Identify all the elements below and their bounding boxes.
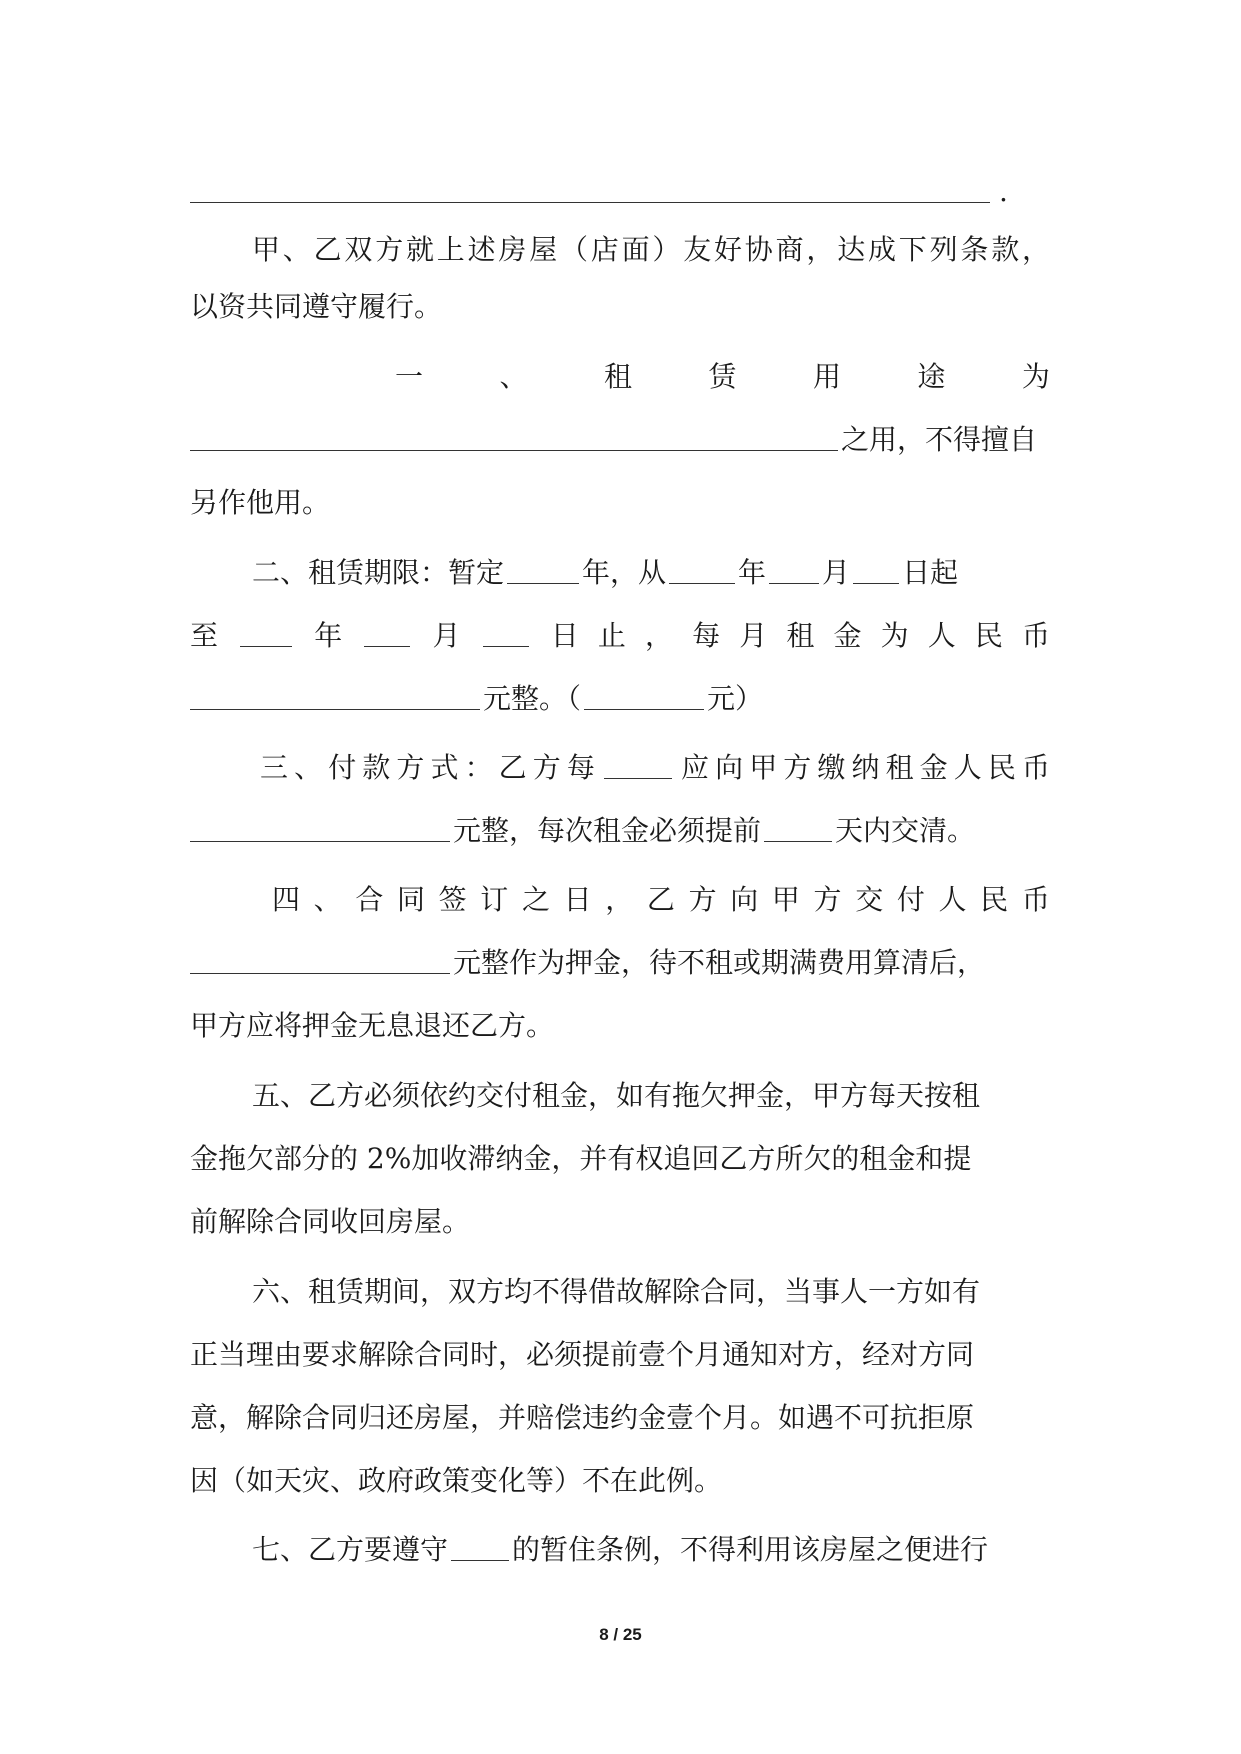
- fill-blank: [764, 840, 832, 842]
- clause4-line-3: 甲方应将押金无息退还乙方。: [190, 1009, 555, 1042]
- fill-blank: [190, 840, 450, 842]
- fill-blank: [483, 645, 529, 647]
- fill-blank: [507, 582, 579, 584]
- page-number: 8 / 25: [599, 1625, 642, 1644]
- clause6-line-1: 六、租赁期间，双方均不得借故解除合同，当事人一方如有: [252, 1275, 981, 1308]
- clause3-line-2: 元整，每次租金必须提前 天内交清。: [190, 811, 1050, 851]
- intro-line-1: 甲、乙双方就上述房屋（店面）友好协商，达成下列条款，: [252, 233, 1053, 266]
- clause7-line-1: 七、乙方要遵守 的暂住条例，不得利用该房屋之便进行: [252, 1533, 989, 1566]
- trailing-dot: .: [999, 175, 1008, 208]
- clause6-line-3: 意，解除合同归还房屋，并赔偿违约金壹个月。如遇不可抗拒原: [190, 1401, 975, 1434]
- fill-blank: [604, 777, 672, 779]
- clause4-line-1: 四 、 合 同 签 订 之 日 ， 乙 方 向 甲 方 交 付 人 民 币: [272, 883, 1050, 916]
- clause5-line-3: 前解除合同收回房屋。: [190, 1205, 471, 1238]
- clause5-line-2: 金拖欠部分的 2%加收滞纳金，并有权追回乙方所欠的租金和提: [190, 1142, 972, 1175]
- intro-line-2: 以资共同遵守履行。: [190, 290, 443, 323]
- fill-blank: [190, 972, 450, 974]
- clause4-line-2: 元整作为押金，待不租或期满费用算清后，: [190, 943, 1050, 983]
- fill-blank: [190, 201, 990, 203]
- clause2-line-2: 至 年 月 日 止 ， 每 月 租 金 为 人 民 币: [190, 619, 1050, 652]
- clause5-line-1: 五、乙方必须依约交付租金，如有拖欠押金，甲方每天按租: [252, 1079, 981, 1112]
- clause6-line-2: 正当理由要求解除合同时，必须提前壹个月通知对方，经对方同: [190, 1338, 975, 1371]
- clause2-line-3: 元整。（ 元）: [190, 679, 1050, 719]
- fill-blank: [190, 449, 838, 451]
- clause1-line-1: 一 、 租 赁 用 途 为: [395, 360, 1050, 393]
- fill-blank: [364, 645, 410, 647]
- fill-blank: [769, 582, 819, 584]
- fill-blank: [240, 645, 292, 647]
- top-blank-line: [190, 172, 1050, 212]
- fill-blank: [584, 708, 704, 710]
- clause1-line-3: 另作他用。: [190, 486, 331, 519]
- clause1-line-2: 之用，不得擅自: [190, 420, 1050, 460]
- fill-blank: [190, 708, 480, 710]
- clause3-line-1: 三 、 付 款 方 式 ： 乙 方 每 应 向 甲 方 缴 纳 租 金 人 民 币: [260, 751, 1050, 784]
- fill-blank: [669, 582, 735, 584]
- fill-blank: [451, 1559, 509, 1561]
- clause2-line-1: 二、租赁期限：暂定 年，从 年 月 日起: [252, 556, 959, 589]
- clause6-line-4: 因（如天灾、政府政策变化等）不在此例。: [190, 1464, 723, 1497]
- fill-blank: [853, 582, 899, 584]
